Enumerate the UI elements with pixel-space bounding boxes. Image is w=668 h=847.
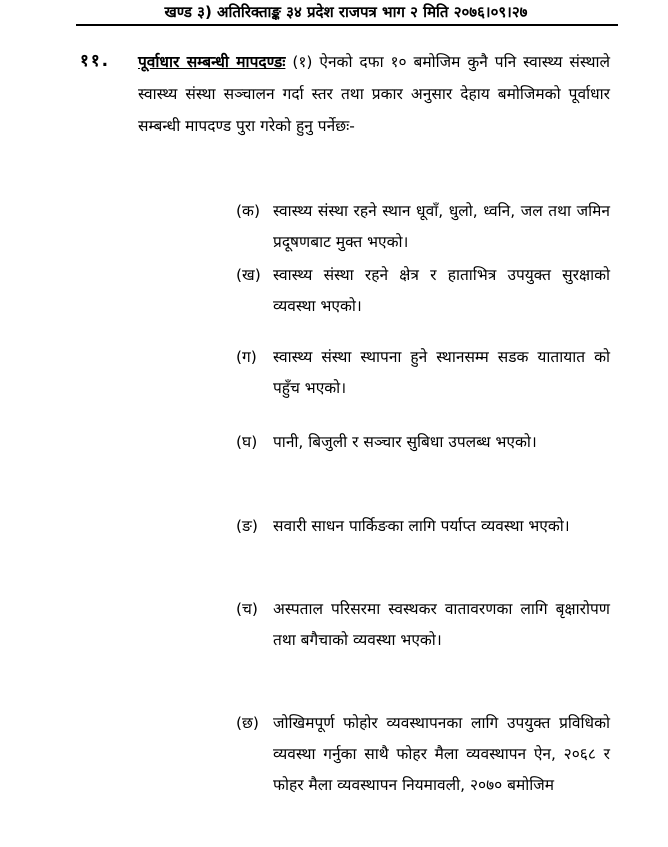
header-rule [76,24,618,26]
clause-kha [236,260,610,322]
clause-chha [236,708,610,801]
section-body: (१) ऐनको दफा १० बमोजिम कुनै पनि स्वास्थ्य संस्थाले स्वास्थ्य संस्था सञ्चालन गर्दा स्तर तथा प्रकार अनुसार देहाय बमोजिमको पूर्वाधार सम्बन्धी मापदण्ड पुरा गरेको हुनु पर्नेछः- [138,53,610,135]
clause-label: (ख) [236,266,261,284]
gazette-header: खण्ड ३) अतिरिक्ताङ्क ३४ प्रदेश राजपत्र भाग २ मिति २०७६।०९।२७ [164,3,528,21]
clause-label: (क) [236,202,260,220]
clause-ga [236,342,610,404]
clause-label: (ग) [236,348,257,366]
clause-text: स्वास्थ्य संस्था रहने स्थान धूवाँ, धुलो, ध्वनि, जल तथा जमिन प्रदूषणबाट मुक्त भएको। [273,202,610,251]
clause-cha [236,594,610,656]
clause-gha [236,427,610,458]
clause-label: (ङ) [236,517,258,535]
clause-label: (च) [236,600,258,618]
clause-text: स्वास्थ्य संस्था स्थापना हुने स्थानसम्म सडक यातायात को पहुँच भएको। [273,348,610,397]
clause-label: (घ) [236,433,258,451]
clause-nga [236,511,610,542]
clause-text: जोखिमपूर्ण फोहोर व्यवस्थापनका लागि उपयुक्त प्रविधिको व्यवस्था गर्नुका साथै फोहर मैला व्यवस्थापन ऐन, २०६८ र फोहर मैला व्यवस्थापन नियमावली, २०७० बमोजिम [273,714,610,794]
clause-label: (छ) [236,714,259,732]
clause-text: अस्पताल परिसरमा स्वस्थकर वातावरणका लागि बृक्षारोपण तथा बगैचाको व्यवस्था भएको। [273,600,610,649]
clause-ka [236,196,610,258]
section-number: ११. [80,51,111,71]
section-heading: पूर्वाधार सम्बन्धी मापदण्डः [138,53,286,71]
clause-text: सवारी साधन पार्किङका लागि पर्याप्त व्यवस्था भएको। [273,517,570,535]
section-intro [138,46,610,142]
clause-text: स्वास्थ्य संस्था रहने क्षेत्र र हाताभित्र उपयुक्त सुरक्षाको व्यवस्था भएको। [273,266,610,315]
clause-text: पानी, बिजुली र सञ्चार सुबिधा उपलब्ध भएको। [273,433,537,451]
